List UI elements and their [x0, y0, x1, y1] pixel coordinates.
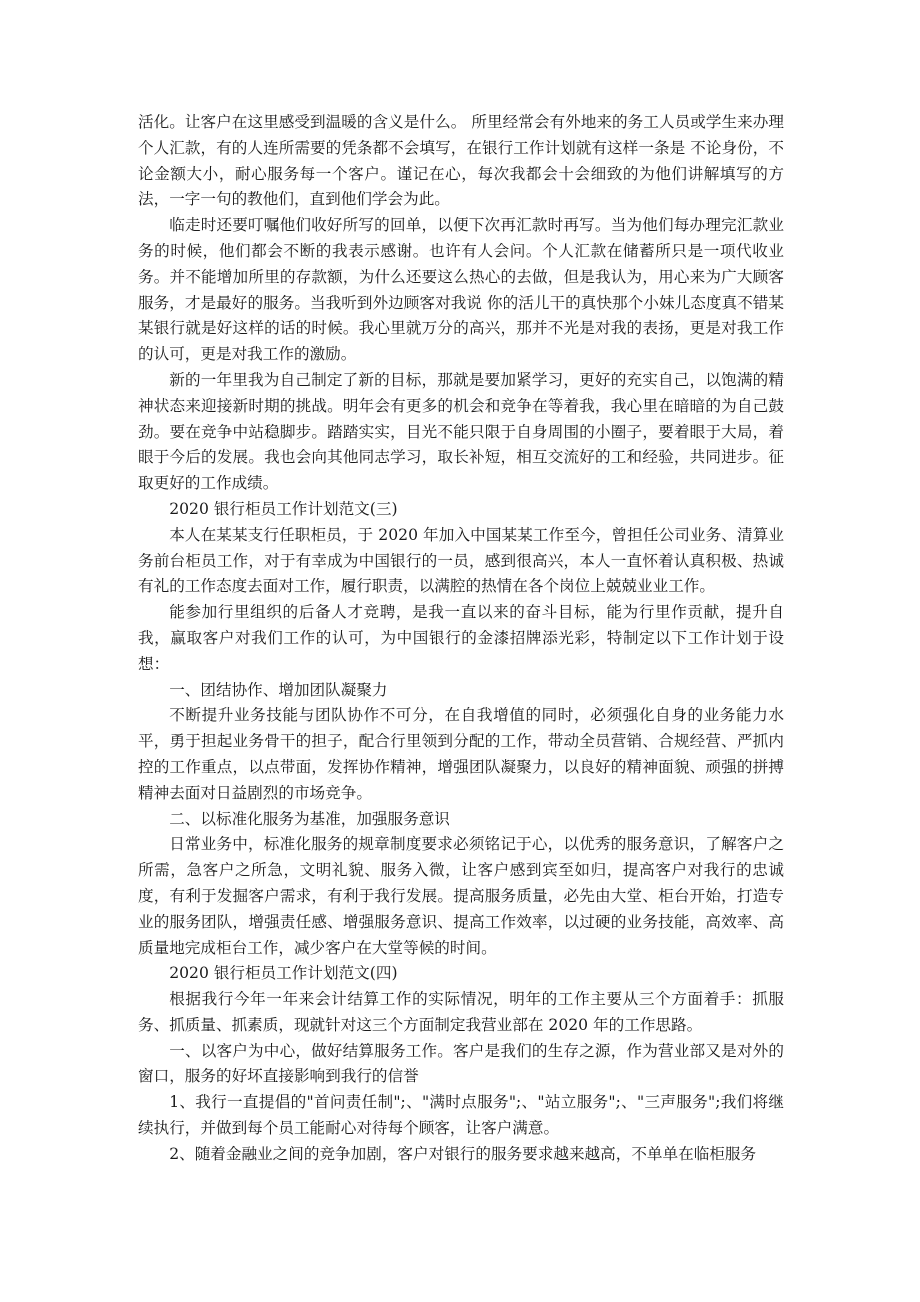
- paragraph: 日常业务中，标准化服务的规章制度要求必须铭记于心，以优秀的服务意识，了解客户之所需，急客户之所急，文明礼貌、服务入微，让客户感到宾至如归，提高客户对我行的忠诚度，有利于发掘客户需求，有利于我行发展。提高服务质量，必先由大堂、柜台开始，打造专业的服务团队，增强责任感、增强服务意识、提高工作效率，以过硬的业务技能，高效率、高质量地完成柜台工作，减少客户在大堂等候的时间。: [138, 835, 784, 957]
- paragraph: 本人在某某支行任职柜员，于 2020 年加入中国某某工作至今，曾担任公司业务、清算业务前台柜员工作，对于有幸成为中国银行的一员，感到很高兴，本人一直怀着认真积极、热诚有礼的工作态度去面对工作，履行职责，以满腔的热情在各个岗位上兢兢业业工作。: [138, 525, 784, 596]
- list-item: 1、我行一直提倡的"首问责任制";、"满时点服务";、"站立服务";、"三声服务";我们将继续执行，并做到每个员工能耐心对待每个顾客，让客户满意。: [138, 1093, 784, 1138]
- section-heading: 2020 银行柜员工作计划范文(四): [169, 964, 398, 983]
- paragraph: 临走时还要叮嘱他们收好所写的回单，以便下次再汇款时再写。当为他们每办理完汇款业务的时候，他们都会不断的我表示感谢。也许有人会问。个人汇款在储蓄所只是一项代收业务。并不能增加所里的存款额，为什么还要这么热心的去做，但是我认为，用心来为广大顾客服务，才是最好的服务。当我听到外边顾客对我说 你的活儿干的真快那个小妹儿态度真不错某某银行就是好这样的话的时候。我心里就万分的高兴，那并不光是对我的表扬，更是对我工作的认可，更是对我工作的激励。: [138, 216, 784, 364]
- paragraph: 新的一年里我为自己制定了新的目标，那就是要加紧学习，更好的充实自己，以饱满的精神状态来迎接新时期的挑战。明年会有更多的机会和竞争在等着我，我心里在暗暗的为自己鼓劲。要在竞争中站稳脚步。踏踏实实，目光不能只限于自身周围的小圈子，要着眼于大局，着眼于今后的发展。我也会向其他同志学习，取长补短，相互交流好的工和经验，共同进步。征取更好的工作成绩。: [138, 370, 784, 493]
- paragraph: 能参加行里组织的后备人才竞聘，是我一直以来的奋斗目标，能为行里作贡献，提升自我，赢取客户对我们工作的认可，为中国银行的金漆招牌添光彩，特制定以下工作计划于设想：: [138, 603, 784, 673]
- list-item: 2、随着金融业之间的竞争加剧，客户对银行的服务要求越来越高，不单单在临柜服务: [169, 1144, 757, 1163]
- paragraph: 根据我行今年一年来会计结算工作的实际情况，明年的工作主要从三个方面着手：抓服务、抓质量、抓素质，现就针对这三个方面制定我营业部在 2020 年的工作思路。: [138, 990, 784, 1034]
- paragraph: 一、以客户为中心，做好结算服务工作。客户是我们的生存之源，作为营业部又是对外的窗口，服务的好坏直接影响到我行的信誉: [138, 1041, 784, 1086]
- paragraph: 活化。让客户在这里感受到温暖的含义是什么。 所里经常会有外地来的务工人员或学生来办理个人汇款，有的人连所需要的凭条都不会填写，在银行工作计划就有这样一条是 不论身份，不论金额大小，耐心服务每一个客户。谨记在心，每次我都会十会细致的为他们讲解填写的方法，一字一句的教他们，直到他们学会为此。: [138, 113, 784, 209]
- document-page: [138, 110, 784, 1168]
- subsection-heading: 一、团结协作、增加团队凝聚力: [169, 680, 388, 699]
- subsection-heading: 二、以标准化服务为基准，加强服务意识: [169, 809, 450, 828]
- paragraph: 不断提升业务技能与团队协作不可分，在自我增值的同时，必须强化自身的业务能力水平，勇于担起业务骨干的担子，配合行里领到分配的工作，带动全员营销、合规经营、严抓内控的工作重点，以点带面，发挥协作精神，增强团队凝聚力，以良好的精神面貌、顽强的拼搏精神去面对日益剧烈的市场竞争。: [138, 706, 784, 802]
- section-heading: 2020 银行柜员工作计划范文(三): [169, 499, 398, 518]
